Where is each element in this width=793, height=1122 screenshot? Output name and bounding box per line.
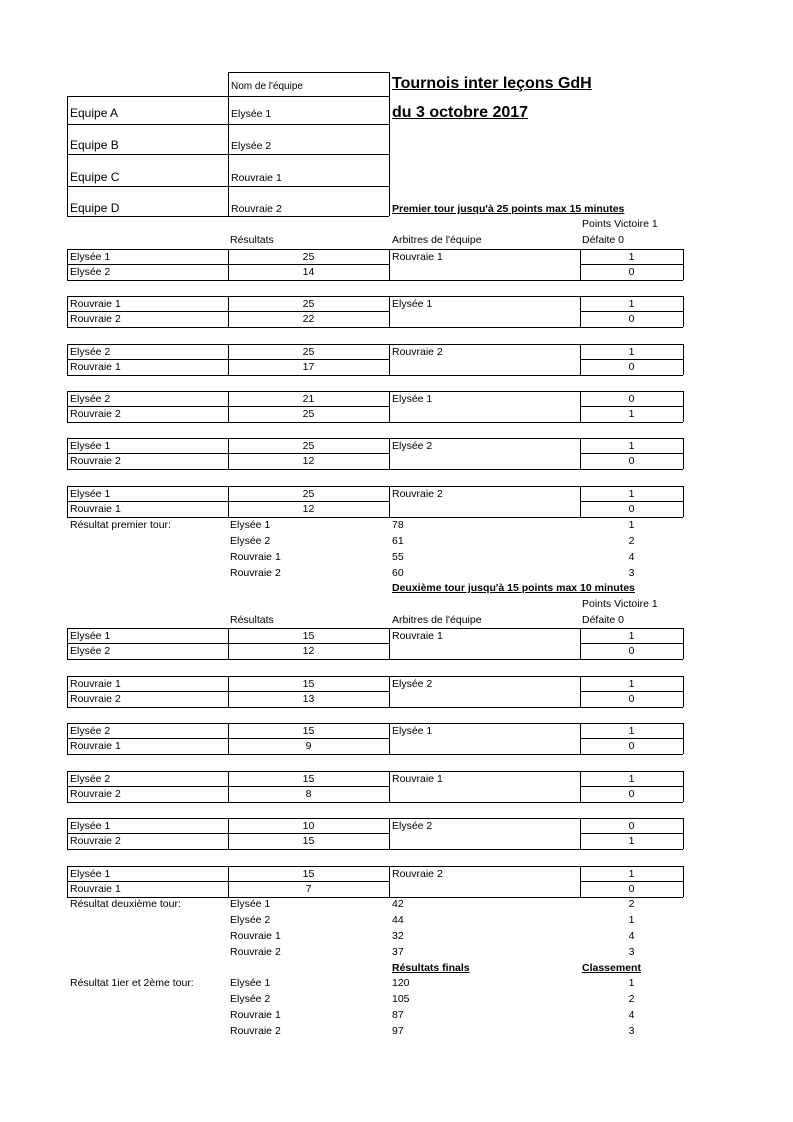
match-top-border [67,628,683,629]
match-team-2: Rouvraie 2 [70,408,121,420]
round1-results-header: Résultats [230,234,274,246]
match-score-1: 25 [302,251,315,263]
match-bottom-border [67,327,683,328]
title-line-1: Tournois inter leçons GdH [392,75,592,92]
match-team-2: Rouvraie 1 [70,883,121,895]
match-team-1: Rouvraie 1 [70,678,121,690]
match-score-2: 12 [302,455,315,467]
summary-total: 78 [392,519,404,531]
round1-heading: Premier tour jusqu'à 25 points max 15 minutes [392,203,625,215]
match-points-1: 1 [628,725,635,737]
match-col-border [683,628,684,659]
match-points-2: 0 [628,788,635,800]
match-points-1: 1 [628,488,635,500]
match-col-border [67,391,68,422]
match-team-1: Elysée 2 [70,393,111,405]
match-mid-border-points [580,691,683,692]
match-mid-border-points [580,881,683,882]
summary-team: Elysée 1 [230,898,271,910]
match-score-2: 8 [305,788,312,800]
team-label-c: Equipe C [70,170,120,184]
match-score-2: 12 [302,645,315,657]
summary-rank: 2 [628,898,635,910]
match-bottom-border [67,375,683,376]
round1-summary-label: Résultat premier tour: [70,519,171,531]
match-score-2: 9 [305,740,312,752]
match-score-2: 13 [302,693,315,705]
match-points-2: 1 [628,835,635,847]
match-col-border [67,296,68,327]
summary-team: Rouvraie 1 [230,930,281,942]
match-referee: Elysée 2 [392,440,433,452]
match-referee: Elysée 2 [392,678,433,690]
match-referee: Elysée 2 [392,820,433,832]
match-points-1: 1 [628,346,635,358]
match-team-1: Elysée 1 [70,820,111,832]
summary-team: Elysée 1 [230,519,271,531]
summary-team: Elysée 2 [230,535,271,547]
match-team-1: Elysée 2 [70,773,111,785]
match-col-border [683,723,684,754]
match-col-border [683,344,684,375]
match-col-border [67,438,68,469]
match-score-2: 25 [302,408,315,420]
match-col-border [683,249,684,280]
match-top-border [67,723,683,724]
summary-team: Elysée 1 [230,977,271,989]
match-col-border [67,771,68,802]
match-score-1: 25 [302,440,315,452]
match-col-border [683,818,684,849]
match-points-2: 0 [628,313,635,325]
team-name-c: Rouvraie 1 [231,172,282,184]
match-referee: Elysée 1 [392,393,433,405]
match-referee: Rouvraie 2 [392,488,443,500]
match-bottom-border [67,707,683,708]
match-team-2: Rouvraie 2 [70,788,121,800]
match-score-1: 25 [302,298,315,310]
summary-rank: 1 [628,977,635,989]
match-score-2: 15 [302,835,315,847]
summary-total: 105 [392,993,410,1005]
match-col-border [67,676,68,707]
match-col-border [389,296,390,327]
match-score-1: 15 [302,678,315,690]
match-col-border [389,438,390,469]
match-score-1: 15 [302,773,315,785]
round1-points-header-2: Défaite 0 [582,234,625,246]
match-referee: Elysée 1 [392,298,433,310]
title-line-2: du 3 octobre 2017 [392,104,529,121]
match-col-border [67,818,68,849]
match-mid-border-points [580,406,683,407]
round2-heading: Deuxième tour jusqu'à 15 points max 10 minutes [392,582,635,594]
match-top-border [67,438,683,439]
summary-total: 42 [392,898,404,910]
match-bottom-border [67,517,683,518]
match-points-2: 0 [628,693,635,705]
match-col-border [683,866,684,897]
match-points-1: 1 [628,440,635,452]
match-points-2: 0 [628,455,635,467]
match-col-border [683,438,684,469]
round2-results-header: Résultats [230,614,274,626]
match-col-border [389,723,390,754]
match-score-1: 10 [302,820,315,832]
match-col-border [389,486,390,517]
summary-team: Rouvraie 2 [230,567,281,579]
summary-total: 55 [392,551,404,563]
match-mid-border-points [580,453,683,454]
match-score-1: 25 [302,488,315,500]
match-score-2: 7 [305,883,312,895]
match-team-1: Elysée 1 [70,488,111,500]
summary-total: 120 [392,977,410,989]
match-mid-border-points [580,311,683,312]
teams-header: Nom de l'équipe [231,81,303,92]
match-points-2: 0 [628,883,635,895]
match-col-border [683,296,684,327]
match-bottom-border [67,659,683,660]
summary-team: Rouvraie 2 [230,1025,281,1037]
round1-points-header-1: Points Victoire 1 [582,218,658,230]
match-bottom-border [67,849,683,850]
match-points-2: 0 [628,645,635,657]
match-mid-border-points [580,643,683,644]
team-name-d: Rouvraie 2 [231,203,282,215]
match-col-border [389,818,390,849]
match-team-2: Elysée 2 [70,645,111,657]
match-col-border [683,771,684,802]
match-mid-border-points [580,833,683,834]
match-mid-border-points [580,264,683,265]
summary-team: Elysée 2 [230,993,271,1005]
match-referee: Rouvraie 1 [392,251,443,263]
match-col-border [67,344,68,375]
match-team-2: Rouvraie 2 [70,313,121,325]
summary-team: Elysée 2 [230,914,271,926]
final-label: Résultat 1ier et 2ème tour: [70,977,194,989]
summary-rank: 2 [628,535,635,547]
match-referee: Rouvraie 1 [392,773,443,785]
summary-total: 37 [392,946,404,958]
match-team-2: Rouvraie 2 [70,455,121,467]
match-mid-border-points [580,738,683,739]
match-col-border [389,628,390,659]
match-team-2: Rouvraie 1 [70,361,121,373]
match-col-border [67,249,68,280]
round1-referees-header: Arbitres de l'équipe [392,234,482,246]
match-team-1: Elysée 1 [70,440,111,452]
match-bottom-border [67,469,683,470]
match-top-border [67,391,683,392]
match-points-2: 0 [628,266,635,278]
match-score-2: 22 [302,313,315,325]
match-col-border [67,723,68,754]
summary-rank: 4 [628,930,635,942]
summary-total: 87 [392,1009,404,1021]
match-referee: Elysée 1 [392,725,433,737]
match-mid-border-points [580,359,683,360]
match-score-2: 17 [302,361,315,373]
match-top-border [67,296,683,297]
match-team-2: Elysée 2 [70,266,111,278]
match-score-1: 15 [302,630,315,642]
match-score-2: 12 [302,503,315,515]
round2-points-header-1: Points Victoire 1 [582,598,658,610]
match-team-1: Elysée 2 [70,725,111,737]
match-score-1: 15 [302,868,315,880]
match-points-1: 1 [628,868,635,880]
match-team-2: Rouvraie 2 [70,835,121,847]
team-name-a: Elysée 1 [231,108,272,120]
summary-rank: 2 [628,993,635,1005]
summary-rank: 4 [628,551,635,563]
match-top-border [67,771,683,772]
match-score-1: 25 [302,346,315,358]
summary-total: 61 [392,535,404,547]
summary-total: 44 [392,914,404,926]
match-points-1: 1 [628,630,635,642]
final-rank-header: Classement [582,962,641,974]
match-score-1: 15 [302,725,315,737]
team-name-b: Elysée 2 [231,140,272,152]
match-team-2: Rouvraie 1 [70,740,121,752]
match-team-1: Elysée 1 [70,630,111,642]
match-team-2: Rouvraie 2 [70,693,121,705]
match-points-1: 1 [628,251,635,263]
team-label-d: Equipe D [70,201,120,215]
match-top-border [67,818,683,819]
match-col-border [389,771,390,802]
match-points-2: 0 [628,361,635,373]
match-referee: Rouvraie 2 [392,868,443,880]
match-team-2: Rouvraie 1 [70,503,121,515]
match-bottom-border [67,802,683,803]
match-points-1: 0 [628,820,635,832]
summary-total: 60 [392,567,404,579]
match-col-border [683,486,684,517]
match-score-1: 21 [302,393,315,405]
summary-total: 97 [392,1025,404,1037]
summary-total: 32 [392,930,404,942]
match-col-border [67,866,68,897]
summary-team: Rouvraie 1 [230,551,281,563]
match-col-border [389,344,390,375]
team-label-b: Equipe B [70,138,119,152]
match-points-1: 1 [628,773,635,785]
match-referee: Rouvraie 1 [392,630,443,642]
match-col-border [389,866,390,897]
summary-team: Rouvraie 1 [230,1009,281,1021]
summary-rank: 3 [628,946,635,958]
match-team-1: Elysée 1 [70,868,111,880]
match-team-1: Elysée 1 [70,251,111,263]
round2-points-header-2: Défaite 0 [582,614,625,626]
match-mid-border-points [580,501,683,502]
match-points-2: 0 [628,740,635,752]
summary-rank: 1 [628,914,635,926]
match-top-border [67,344,683,345]
match-points-1: 1 [628,298,635,310]
team-label-a: Equipe A [70,106,119,120]
summary-rank: 4 [628,1009,635,1021]
final-total-header: Résultats finals [392,962,470,974]
match-team-1: Rouvraie 1 [70,298,121,310]
match-col-border [683,676,684,707]
match-points-2: 1 [628,408,635,420]
match-bottom-border [67,280,683,281]
match-bottom-border [67,422,683,423]
match-team-1: Elysée 2 [70,346,111,358]
summary-rank: 3 [628,567,635,579]
match-top-border [67,486,683,487]
match-referee: Rouvraie 2 [392,346,443,358]
summary-team: Rouvraie 2 [230,946,281,958]
match-col-border [683,391,684,422]
summary-rank: 1 [628,519,635,531]
match-mid-border-points [580,786,683,787]
match-score-2: 14 [302,266,315,278]
match-bottom-border [67,754,683,755]
match-top-border [67,866,683,867]
match-col-border [389,676,390,707]
summary-rank: 3 [628,1025,635,1037]
match-points-1: 1 [628,678,635,690]
match-top-border [67,249,683,250]
match-points-2: 0 [628,503,635,515]
match-top-border [67,676,683,677]
round2-summary-label: Résultat deuxième tour: [70,898,181,910]
match-col-border [67,486,68,517]
round2-referees-header: Arbitres de l'équipe [392,614,482,626]
match-points-1: 0 [628,393,635,405]
match-col-border [389,249,390,280]
match-col-border [67,628,68,659]
match-col-border [389,391,390,422]
